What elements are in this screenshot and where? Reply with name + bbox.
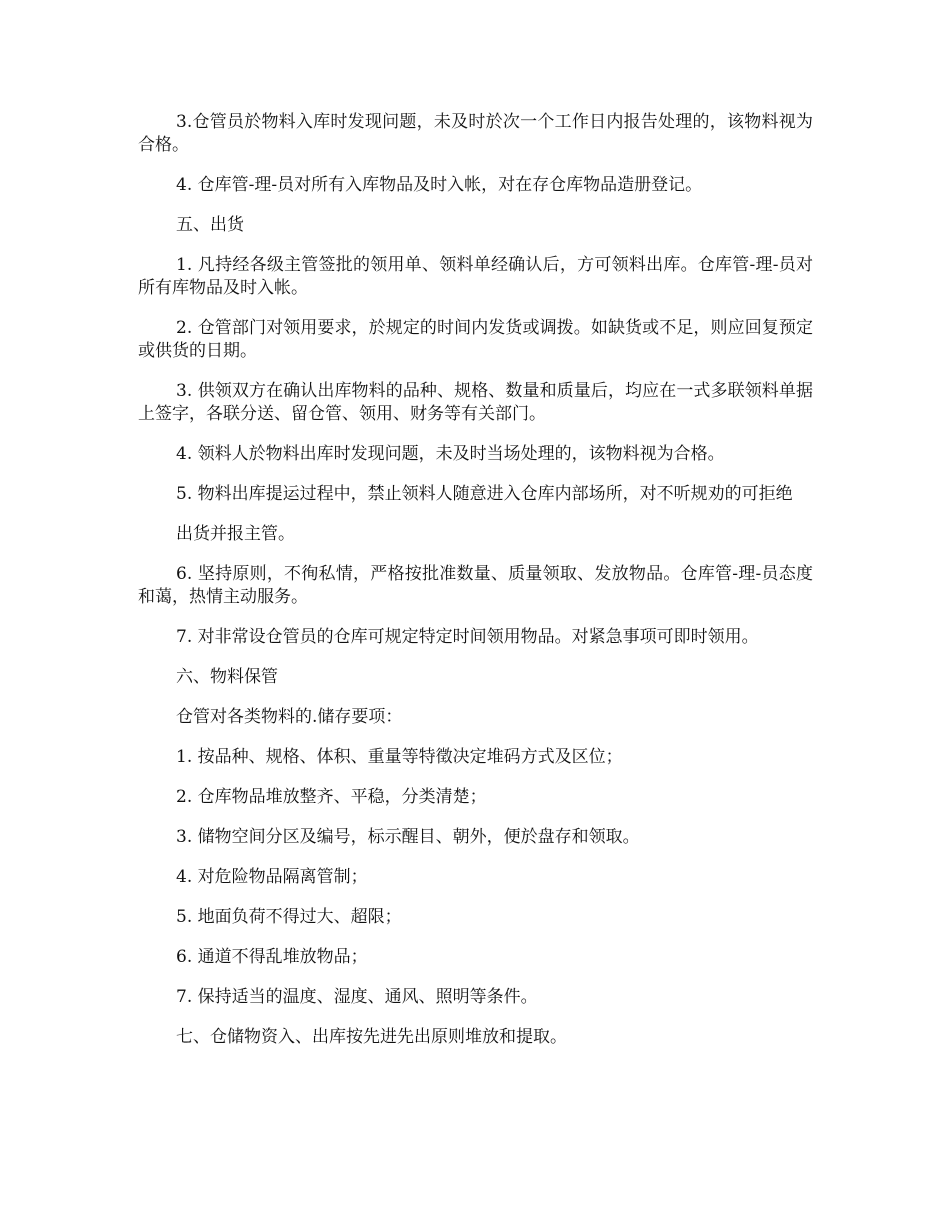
paragraph-storage-3: 3. 储物空间分区及编号，标示醒目、朝外，便於盘存和领取。	[176, 827, 640, 847]
section-heading-shipping: 五、出货	[176, 215, 244, 235]
paragraph-inbound-3: 3.仓管员於物料入库时发现问题，未及时於次一个工作日内报告处理的，该物料视为合格。	[138, 112, 813, 155]
paragraph-shipping-2: 2. 仓管部门对领用要求，於规定的时间内发货或调拨。如缺货或不足，则应回复预定或供货的日期。	[138, 318, 813, 361]
paragraph-shipping-4: 4. 领料人於物料出库时发现问题，未及时当场处理的，该物料视为合格。	[176, 444, 725, 464]
paragraph-storage-6: 6. 通道不得乱堆放物品；	[176, 947, 368, 967]
paragraph-storage-1: 1. 按品种、规格、体积、重量等特徵决定堆码方式及区位；	[176, 747, 623, 767]
paragraph-storage-intro: 仓管对各类物料的.储存要项：	[176, 707, 403, 727]
document-body	[138, 111, 813, 1066]
paragraph-shipping-6: 6. 坚持原则，不徇私情，严格按批准数量、质量领取、发放物品。仓库管-理-员态度和蔼，热情主动服务。	[138, 564, 813, 607]
paragraph-shipping-5-cont: 出货并报主管。	[176, 524, 295, 544]
paragraph-storage-5: 5. 地面负荷不得过大、超限；	[176, 907, 402, 927]
paragraph-storage-2: 2. 仓库物品堆放整齐、平稳，分类清楚；	[176, 787, 487, 807]
paragraph-inbound-4: 4. 仓库管-理-员对所有入库物品及时入帐，对在存仓库物品造册登记。	[176, 175, 703, 195]
paragraph-shipping-3: 3. 供领双方在确认出库物料的品种、规格、数量和质量后，均应在一式多联领料单据上签字，各联分送、留仓管、领用、财务等有关部门。	[138, 381, 813, 424]
paragraph-storage-4: 4. 对危险物品隔离管制；	[176, 867, 368, 887]
paragraph-shipping-7: 7. 对非常设仓管员的仓库可规定特定时间领用物品。对紧急事项可即时领用。	[176, 627, 759, 647]
section-heading-storage: 六、物料保管	[176, 667, 278, 687]
section-heading-fifo: 七、仓储物资入、出库按先进先出原则堆放和提取。	[176, 1027, 567, 1047]
paragraph-shipping-1: 1. 凡持经各级主管签批的领用单、领料单经确认后，方可领料出库。仓库管-理-员对所有库物品及时入帐。	[138, 255, 813, 298]
paragraph-storage-7: 7. 保持适当的温度、湿度、通风、照明等条件。	[176, 987, 538, 1007]
paragraph-shipping-5: 5. 物料出库提运过程中，禁止领料人随意进入仓库内部场所，对不听规劝的可拒绝	[176, 484, 793, 504]
